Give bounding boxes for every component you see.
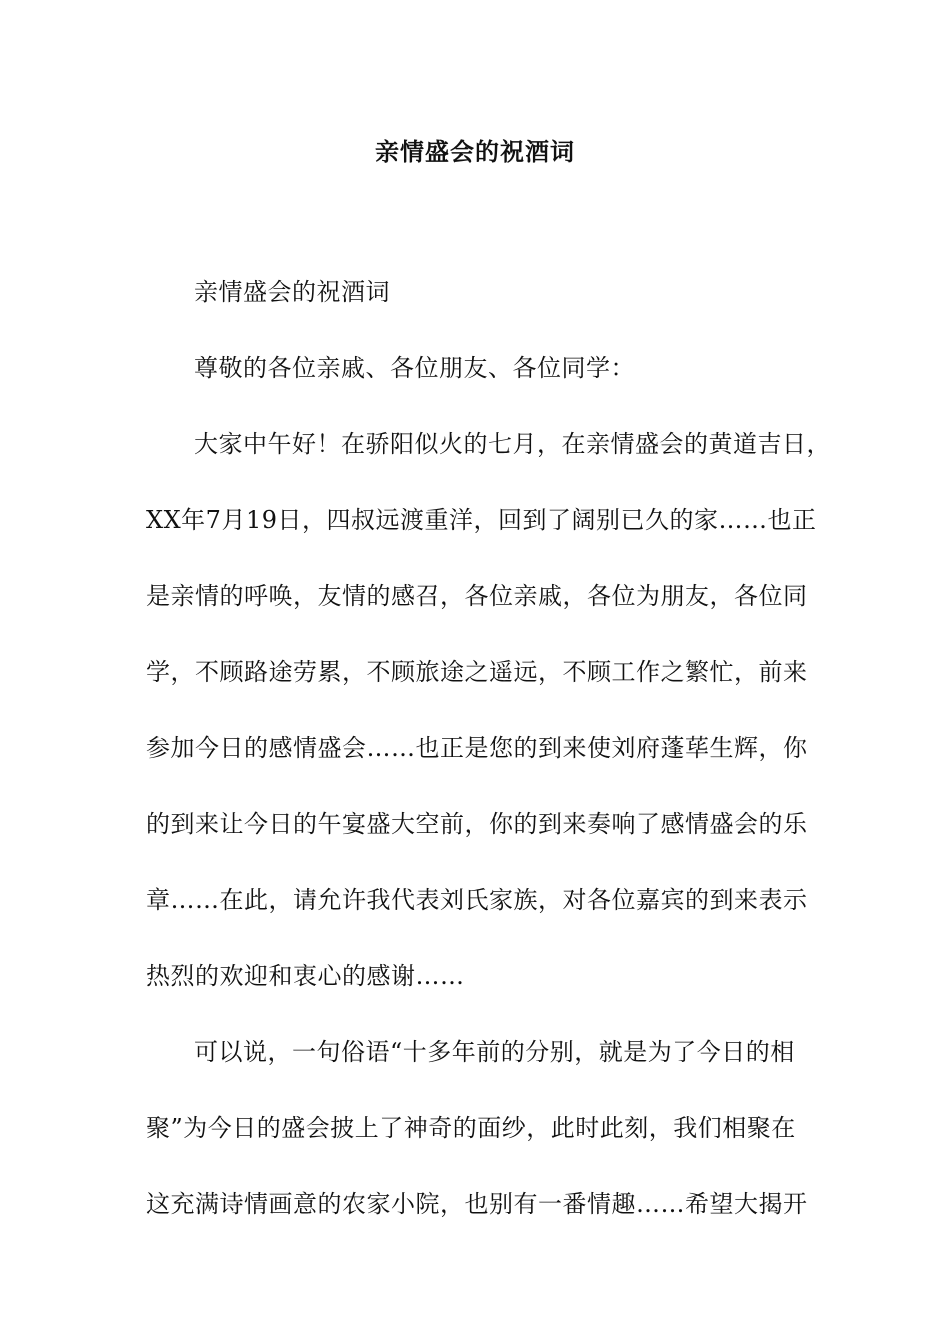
text-line: XX年7月19日，四叔远渡重洋，回到了阔别已久的家……也正 xyxy=(146,506,817,534)
text-line: 学，不顾路途劳累，不顾旅途之遥远，不顾工作之繁忙，前来 xyxy=(146,658,808,686)
text-line: 参加今日的感情盛会……也正是您的到来使刘府蓬荜生辉，你 xyxy=(146,734,808,762)
text-line: 亲情盛会的祝酒词 xyxy=(194,278,390,306)
text-line: 这充满诗情画意的农家小院，也别有一番情趣……希望大揭开 xyxy=(146,1190,808,1218)
document-body xyxy=(146,254,831,1242)
paragraph-greeting xyxy=(146,406,831,1014)
text-line: 大家中午好！在骄阳似火的七月，在亲情盛会的黄道吉日， xyxy=(194,430,831,458)
text-line: 章……在此，请允许我代表刘氏家族，对各位嘉宾的到来表示 xyxy=(146,886,808,914)
paragraph-heading xyxy=(146,254,811,330)
paragraph-salutation xyxy=(146,330,811,406)
text-line: 是亲情的呼唤，友情的感召，各位亲戚，各位为朋友，各位同 xyxy=(146,582,808,610)
text-line: 尊敬的各位亲戚、各位朋友、各位同学： xyxy=(194,354,635,382)
paragraph-proverb xyxy=(146,1014,811,1242)
document-title: 亲情盛会的祝酒词 xyxy=(375,138,575,166)
text-line: 可以说，一句俗语“十多年前的分别，就是为了今日的相 xyxy=(194,1038,795,1066)
text-line: 的到来让今日的午宴盛大空前，你的到来奏响了感情盛会的乐 xyxy=(146,810,808,838)
text-line: 聚”为今日的盛会披上了神奇的面纱，此时此刻，我们相聚在 xyxy=(146,1114,796,1142)
text-line: 热烈的欢迎和衷心的感谢…… xyxy=(146,962,465,990)
